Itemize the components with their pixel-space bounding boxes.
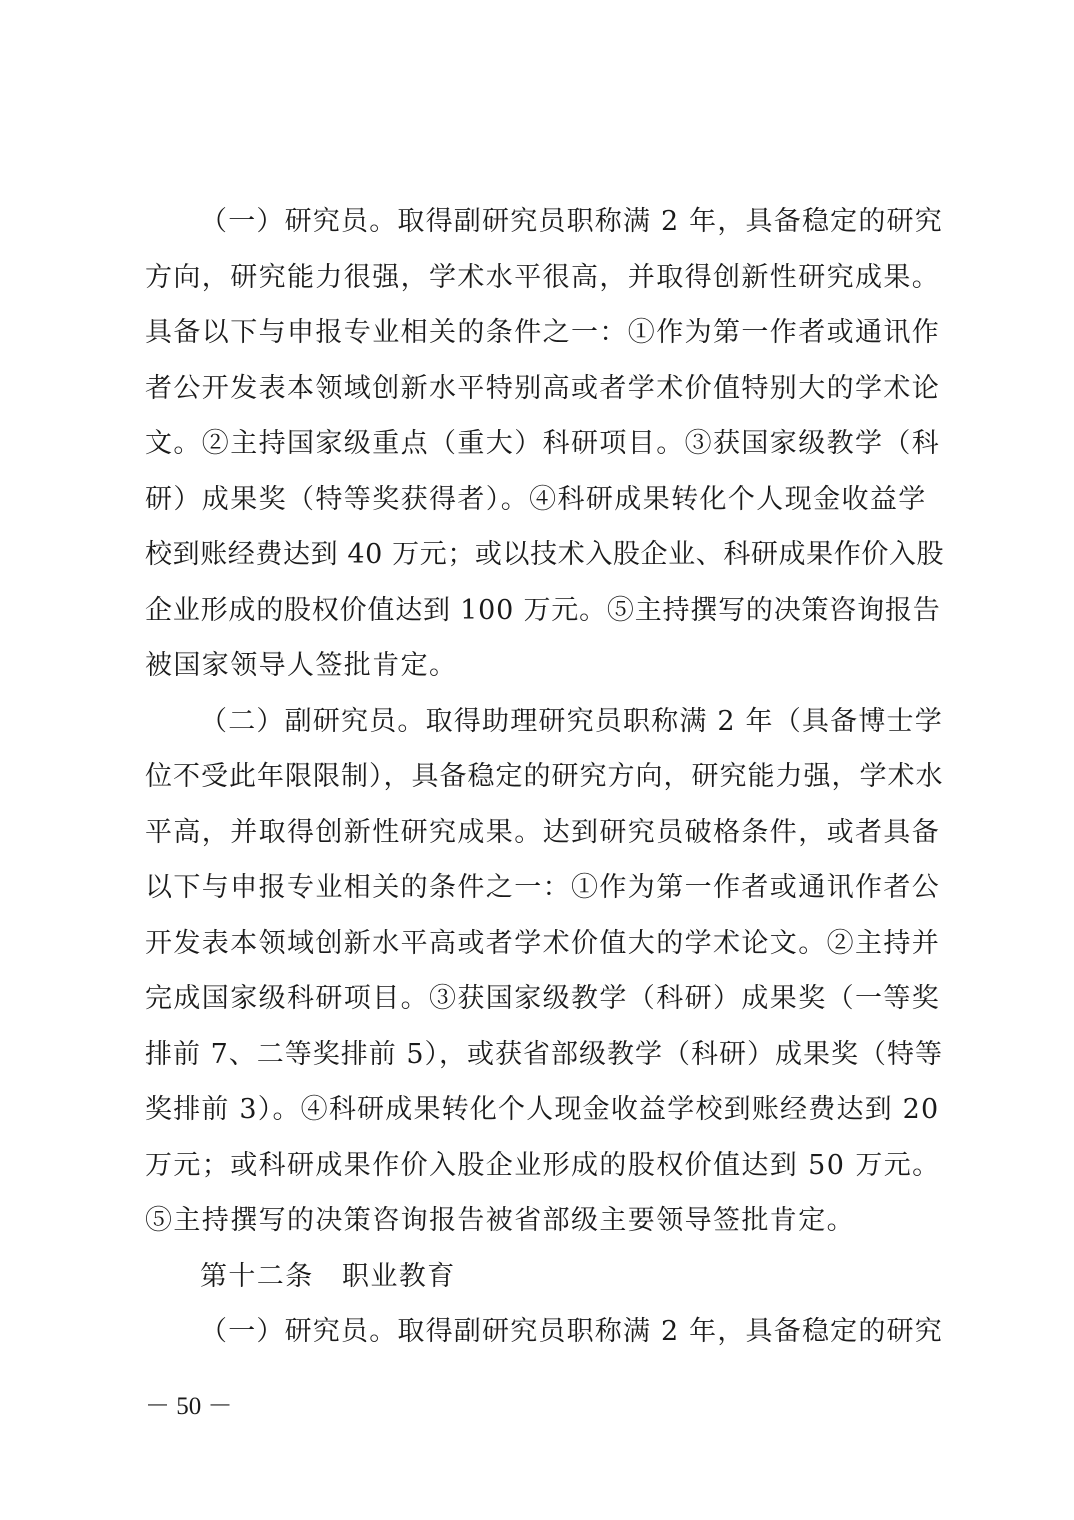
paragraph-1-line-9: 被国家领导人签批肯定。 [145, 650, 458, 681]
paragraph-2-line-2: 位不受此年限限制），具备稳定的研究方向，研究能力强，学术水 [145, 761, 944, 792]
paragraph-1-line-1: （一）研究员。取得副研究员职称满 2 年，具备稳定的研究 [200, 206, 943, 237]
paragraph-2-line-4: 以下与申报专业相关的条件之一：①作为第一作者或通讯作者公 [145, 872, 941, 903]
paragraph-2-line-8: 奖排前 3）。④科研成果转化个人现金收益学校到账经费达到 20 [145, 1094, 940, 1125]
paragraph-2-line-5: 开发表本领域创新水平高或者学术价值大的学术论文。②主持并 [145, 928, 941, 959]
paragraph-3-line-1: （一）研究员。取得副研究员职称满 2 年，具备稳定的研究 [200, 1316, 943, 1347]
paragraph-2-line-9: 万元；或科研成果作价入股企业形成的股权价值达到 50 万元。 [145, 1150, 941, 1181]
paragraph-2-line-6: 完成国家级科研项目。③获国家级教学（科研）成果奖（一等奖 [145, 983, 941, 1014]
paragraph-2-line-3: 平高，并取得创新性研究成果。达到研究员破格条件，或者具备 [145, 817, 941, 848]
paragraph-1-line-8: 企业形成的股权价值达到 100 万元。⑤主持撰写的决策咨询报告 [145, 595, 941, 626]
paragraph-2-line-1: （二）副研究员。取得助理研究员职称满 2 年（具备博士学 [200, 706, 943, 737]
paragraph-1-line-7: 校到账经费达到 40 万元；或以技术入股企业、科研成果作价入股 [145, 539, 945, 570]
paragraph-1-line-6: 研）成果奖（特等奖获得者）。④科研成果转化个人现金收益学 [145, 484, 927, 515]
page-number: － 50 － [145, 1393, 233, 1420]
paragraph-1-line-4: 者公开发表本领域创新水平特别高或者学术价值特别大的学术论 [145, 373, 941, 404]
paragraph-2-line-7: 排前 7、二等奖排前 5），或获省部级教学（科研）成果奖（特等 [145, 1039, 944, 1070]
paragraph-1-line-2: 方向，研究能力很强，学术水平很高，并取得创新性研究成果。 [145, 262, 941, 293]
paragraph-2-line-10: ⑤主持撰写的决策咨询报告被省部级主要领导签批肯定。 [145, 1205, 855, 1236]
paragraph-1-line-3: 具备以下与申报专业相关的条件之一：①作为第一作者或通讯作 [145, 317, 941, 348]
article-heading: 第十二条 职业教育 [200, 1261, 456, 1292]
paragraph-1-line-5: 文。②主持国家级重点（重大）科研项目。③获国家级教学（科 [145, 428, 941, 459]
